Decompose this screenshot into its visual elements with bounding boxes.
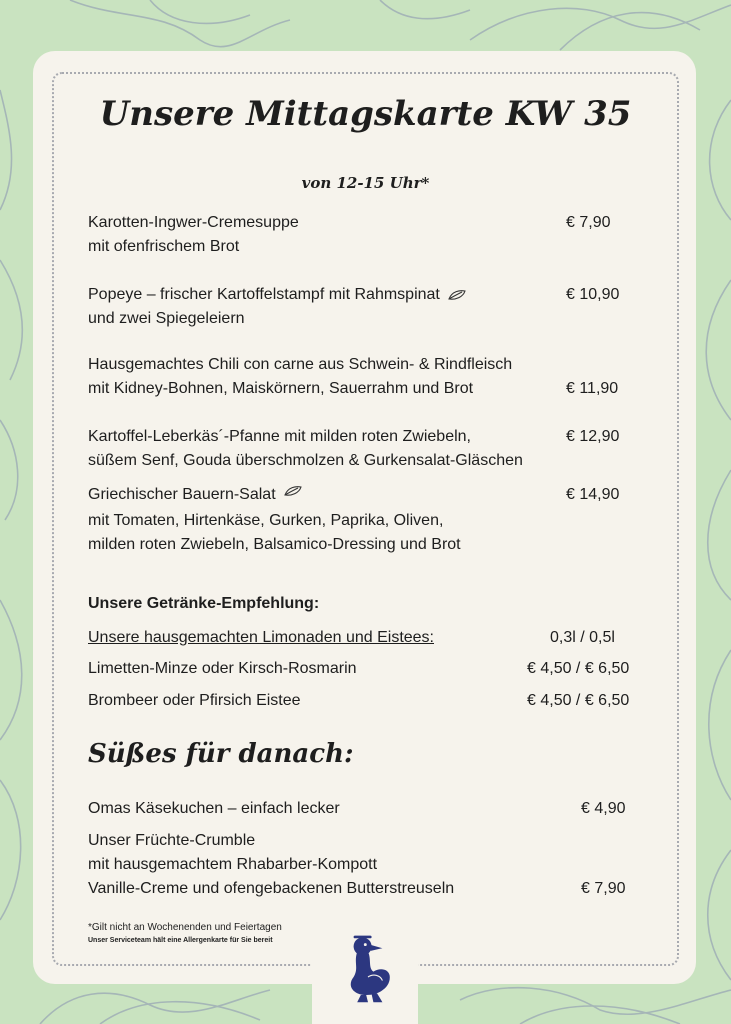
menu-item-name: Kartoffel-Leberkäs´-Pfanne mit milden roten Zwiebeln,: [88, 428, 471, 445]
menu-item-name: Hausgemachtes Chili con carne aus Schwein- & Rindfleisch: [88, 356, 513, 373]
menu-item-price: € 12,90: [566, 428, 620, 445]
menu-item-description: mit Tomaten, Hirtenkäse, Gurken, Paprika, Oliven,: [88, 512, 444, 529]
dessert-price: € 7,90: [581, 880, 626, 897]
dessert-name: Unser Früchte-Crumble: [88, 832, 256, 849]
leaf-icon: [448, 289, 466, 301]
desserts-heading: Süßes für danach:: [88, 739, 354, 769]
menu-item-description: milden roten Zwiebeln, Balsamico-Dressing und Brot: [88, 536, 461, 553]
drink-name: Limetten-Minze oder Kirsch-Rosmarin: [88, 660, 357, 677]
dessert-price: € 4,90: [581, 800, 626, 817]
menu-item-name: Karotten-Ingwer-Cremesuppe: [88, 214, 299, 231]
menu-item-price: € 10,90: [566, 286, 620, 303]
menu-item-name-row: [88, 483, 302, 507]
opening-hours: von 12-15 Uhr*: [301, 174, 430, 192]
menu-item-description: mit ofenfrischem Brot: [88, 238, 240, 255]
menu-item-price: € 7,90: [566, 214, 611, 231]
drinks-subheading: Unsere hausgemachten Limonaden und Eistees:: [88, 629, 434, 646]
drink-price: € 4,50 / € 6,50: [527, 660, 630, 677]
menu-item-name: Popeye – frischer Kartoffelstampf mit Rahmspinat: [88, 286, 440, 303]
menu-item-price: € 11,90: [566, 380, 619, 397]
drink-price: € 4,50 / € 6,50: [527, 692, 630, 709]
footnote: *Gilt nicht an Wochenenden und Feiertagen: [88, 922, 282, 933]
menu-item-name-row: [88, 283, 466, 307]
menu-item-description: süßem Senf, Gouda überschmolzen & Gurkensalat-Gläschen: [88, 452, 523, 469]
leaf-icon: [284, 485, 302, 497]
menu-item-name: Griechischer Bauern-Salat: [88, 486, 276, 503]
menu-item-description: und zwei Spiegeleiern: [88, 310, 245, 327]
dessert-description: Vanille-Creme und ofengebackenen Butterstreuseln: [88, 880, 455, 897]
duck-logo-icon: [341, 932, 395, 1004]
drinks-heading: Unsere Getränke-Empfehlung:: [88, 595, 320, 612]
drinks-sizes: 0,3l / 0,5l: [550, 629, 615, 646]
allergen-note: Unser Serviceteam hält eine Allergenkarte für Sie bereit: [88, 937, 273, 944]
dessert-name: Omas Käsekuchen – einfach lecker: [88, 800, 340, 817]
menu-item-price: € 14,90: [566, 486, 620, 503]
page-title: Unsere Mittagskarte KW 35: [99, 94, 632, 134]
drink-name: Brombeer oder Pfirsich Eistee: [88, 692, 301, 709]
menu-item-description: mit Kidney-Bohnen, Maiskörnern, Sauerrahm und Brot: [88, 380, 474, 397]
dessert-description: mit hausgemachtem Rhabarber-Kompott: [88, 856, 378, 873]
